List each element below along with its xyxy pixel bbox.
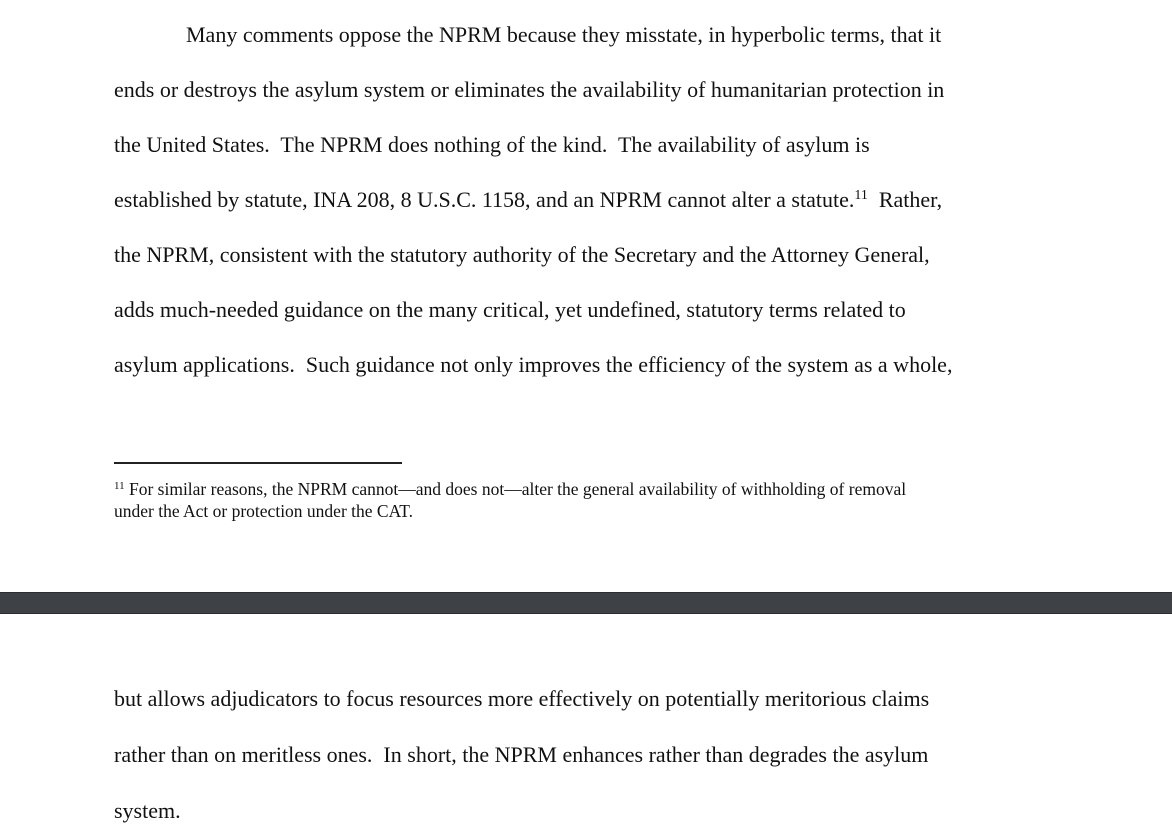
body-text-line-8: but allows adjudicators to focus resources more effectively on potentially meritorious claims xyxy=(114,686,930,711)
page-break-divider xyxy=(0,592,1172,614)
footnote-11-line-2: under the Act or protection under the CAT. xyxy=(114,501,414,521)
footnote-marker-11: 11 xyxy=(114,480,125,492)
body-text-line-3: the United States. The NPRM does nothing of the kind. The availability of asylum is xyxy=(114,132,870,157)
footnote-reference-11[interactable]: 11 xyxy=(854,188,868,203)
body-text-line-5: the NPRM, consistent with the statutory authority of the Secretary and the Attorney General, xyxy=(114,242,930,267)
body-text-line-4-tail: Rather, xyxy=(867,187,943,212)
body-text-line-6: adds much-needed guidance on the many critical, yet undefined, statutory terms related to xyxy=(114,297,906,322)
divider-top-edge xyxy=(0,592,1172,593)
document-page-bottom xyxy=(0,614,1172,835)
body-text-line-9: rather than on meritless ones. In short, the NPRM enhances rather than degrades the asylum xyxy=(114,742,929,767)
body-text-line-2: ends or destroys the asylum system or eliminates the availability of humanitarian protection in xyxy=(114,77,945,102)
footnote-11-text-1: For similar reasons, the NPRM cannot—and does not—alter the general availability of withholding of removal xyxy=(124,479,907,499)
body-text-line-10: system. xyxy=(114,798,181,823)
body-text-line-4-main: established by statute, INA 208, 8 U.S.C. 1158, and an NPRM cannot alter a statute. xyxy=(114,187,855,212)
body-text-line-1: Many comments oppose the NPRM because they misstate, in hyperbolic terms, that it xyxy=(186,22,942,47)
body-text-line-4 xyxy=(114,187,942,213)
footnote-11-line-1 xyxy=(114,479,906,500)
body-text-line-7: asylum applications. Such guidance not only improves the efficiency of the system as a whole, xyxy=(114,352,953,377)
footnote-separator xyxy=(114,462,402,464)
